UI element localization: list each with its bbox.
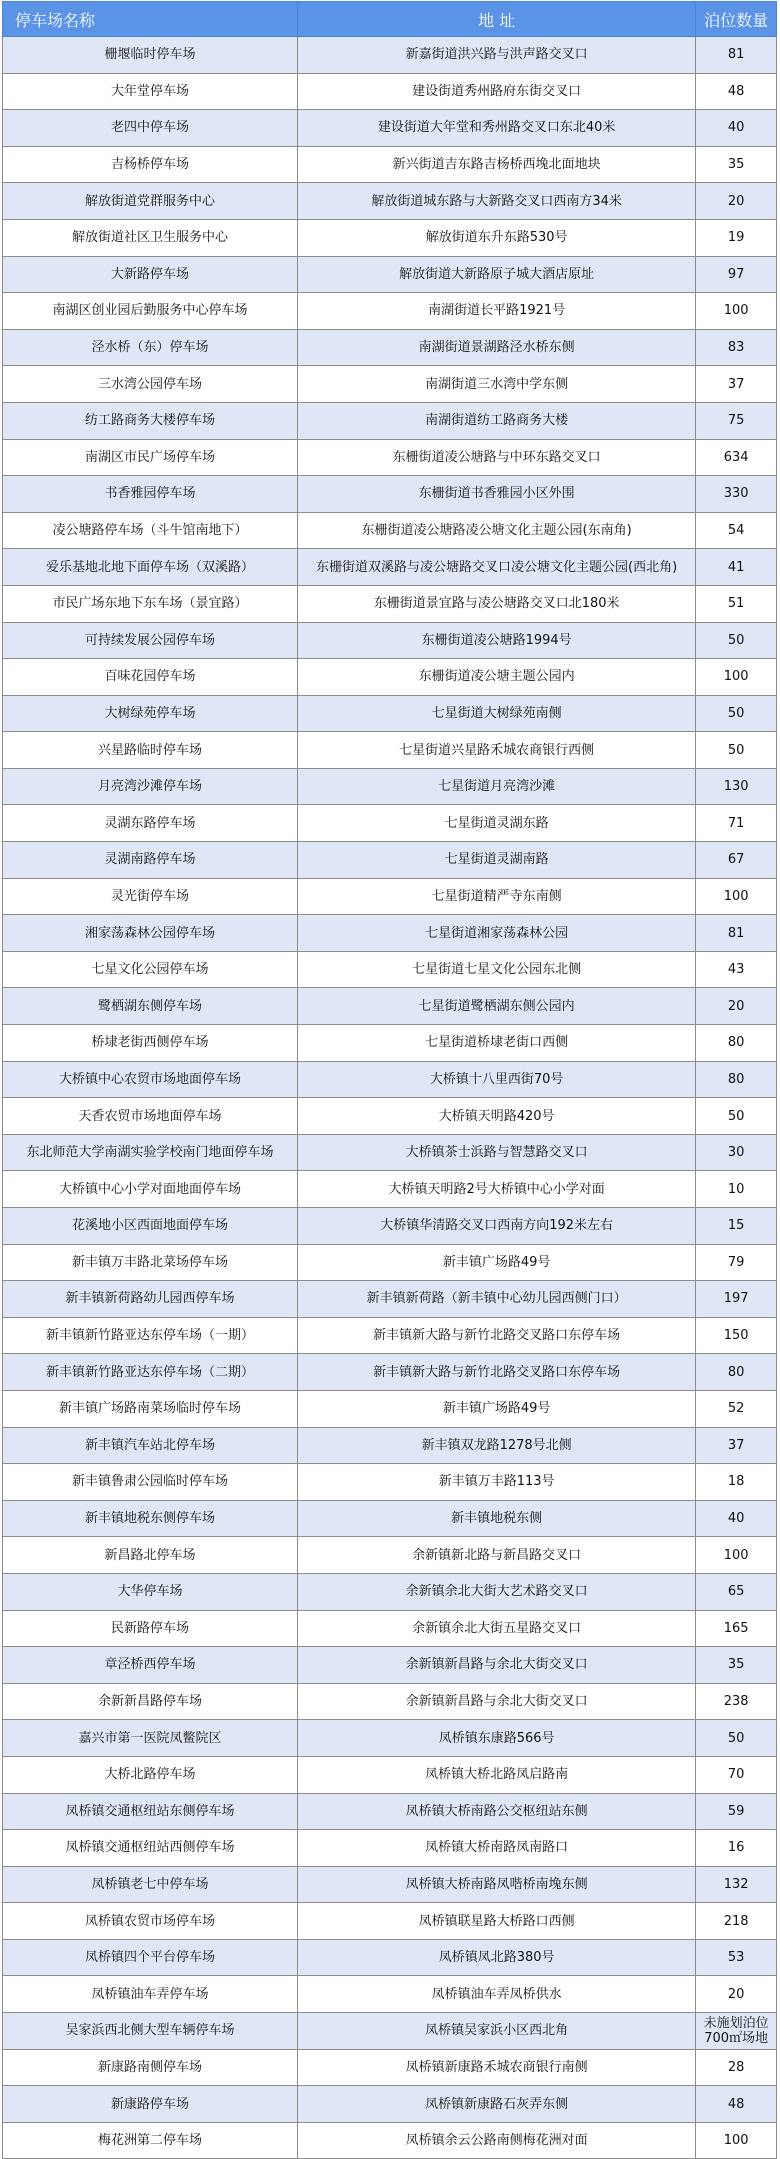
- cell-spaces: 50: [696, 1098, 777, 1135]
- cell-address: 凤桥镇新康路石灰弄东侧: [297, 2086, 695, 2123]
- table-row: [3, 1903, 777, 1940]
- cell-lot-name: 湘家荡森林公园停车场: [3, 915, 298, 952]
- cell-lot-name: 书香雅园停车场: [3, 476, 298, 513]
- cell-lot-name: 凤桥镇老七中停车场: [3, 1866, 298, 1903]
- table-row: [3, 1976, 777, 2013]
- cell-address: 新丰镇新大路与新竹北路交叉路口东停车场: [297, 1354, 695, 1391]
- cell-address: 余新镇余北大街大艺术路交叉口: [297, 1573, 695, 1610]
- cell-spaces: 48: [696, 73, 777, 110]
- table-row: [3, 2049, 777, 2086]
- cell-lot-name: 新康路南侧停车场: [3, 2049, 298, 2086]
- table-row: [3, 549, 777, 586]
- cell-lot-name: 大华停车场: [3, 1573, 298, 1610]
- cell-lot-name: 吉杨桥停车场: [3, 146, 298, 183]
- cell-lot-name: 南湖区市民广场停车场: [3, 439, 298, 476]
- table-row: [3, 1098, 777, 1135]
- cell-address: 东栅街道凌公塘路与中环东路交叉口: [297, 439, 695, 476]
- cell-lot-name: 梅花洲第二停车场: [3, 2122, 298, 2159]
- cell-lot-name: 南湖区创业园后勤服务中心停车场: [3, 293, 298, 330]
- cell-address: 大桥镇天明路2号大桥镇中心小学对面: [297, 1171, 695, 1208]
- cell-spaces: 70: [696, 1756, 777, 1793]
- cell-lot-name: 栅堰临时停车场: [3, 37, 298, 74]
- cell-spaces: 197: [696, 1281, 777, 1318]
- table-row: [3, 183, 777, 220]
- cell-lot-name: 新丰镇广场路南菜场临时停车场: [3, 1390, 298, 1427]
- cell-address: 东栅街道景宜路与凌公塘路交叉口北180米: [297, 585, 695, 622]
- cell-spaces: 75: [696, 402, 777, 439]
- cell-spaces: 15: [696, 1208, 777, 1245]
- cell-spaces: 35: [696, 1647, 777, 1684]
- cell-spaces: 100: [696, 1537, 777, 1574]
- table-row: [3, 805, 777, 842]
- cell-lot-name: 民新路停车场: [3, 1610, 298, 1647]
- cell-spaces: 41: [696, 549, 777, 586]
- cell-spaces: 50: [696, 695, 777, 732]
- cell-spaces: 81: [696, 37, 777, 74]
- table-row: [3, 1061, 777, 1098]
- cell-spaces: 48: [696, 2086, 777, 2123]
- cell-address: 凤桥镇大桥南路公交枢纽站东侧: [297, 1793, 695, 1830]
- cell-lot-name: 新丰镇新荷路幼儿园西停车场: [3, 1281, 298, 1318]
- table-row: [3, 1281, 777, 1318]
- cell-lot-name: 新丰镇地税东侧停车场: [3, 1500, 298, 1537]
- table-row: [3, 695, 777, 732]
- cell-address: 七星街道灵湖东路: [297, 805, 695, 842]
- cell-address: 大桥镇茶士浜路与智慧路交叉口: [297, 1134, 695, 1171]
- table-header-row: [3, 2, 777, 37]
- table-row: [3, 1537, 777, 1574]
- table-row: [3, 402, 777, 439]
- table-row: [3, 1500, 777, 1537]
- cell-lot-name: 新昌路北停车场: [3, 1537, 298, 1574]
- cell-address: 凤桥镇联星路大桥路口西侧: [297, 1903, 695, 1940]
- table-row: [3, 585, 777, 622]
- cell-spaces: 100: [696, 878, 777, 915]
- cell-spaces: 37: [696, 1427, 777, 1464]
- cell-lot-name: 灵湖南路停车场: [3, 842, 298, 879]
- cell-address: 七星街道精严寺东南侧: [297, 878, 695, 915]
- cell-lot-name: 灵光街停车场: [3, 878, 298, 915]
- table-row: [3, 1390, 777, 1427]
- cell-spaces: 65: [696, 1573, 777, 1610]
- cell-address: 东栅街道书香雅园小区外围: [297, 476, 695, 513]
- cell-spaces: 132: [696, 1866, 777, 1903]
- parking-lot-table: [2, 1, 777, 2159]
- table-row: [3, 1647, 777, 1684]
- cell-spaces: 40: [696, 110, 777, 147]
- table-row: [3, 768, 777, 805]
- cell-lot-name: 嘉兴市第一医院凤鳖院区: [3, 1720, 298, 1757]
- cell-spaces: 80: [696, 1061, 777, 1098]
- cell-lot-name: 新丰镇鲁肃公园临时停车场: [3, 1464, 298, 1501]
- table-row: [3, 2013, 777, 2050]
- cell-address: 凤桥镇吴家浜小区西北角: [297, 2013, 695, 2050]
- cell-address: 新丰镇广场路49号: [297, 1244, 695, 1281]
- cell-lot-name: 新丰镇新竹路亚达东停车场（一期）: [3, 1317, 298, 1354]
- cell-address: 凤桥镇余云公路南侧梅花洲对面: [297, 2122, 695, 2159]
- cell-lot-name: 大桥北路停车场: [3, 1756, 298, 1793]
- cell-address: 新兴街道吉东路吉杨桥西堍北面地块: [297, 146, 695, 183]
- cell-address: 七星街道鹭栖湖东侧公园内: [297, 988, 695, 1025]
- table-row: [3, 1025, 777, 1062]
- cell-address: 大桥镇十八里西街70号: [297, 1061, 695, 1098]
- cell-address: 新丰镇新大路与新竹北路交叉路口东停车场: [297, 1317, 695, 1354]
- cell-lot-name: 新康路停车场: [3, 2086, 298, 2123]
- cell-lot-name: 凌公塘路停车场（斗牛馆南地下）: [3, 512, 298, 549]
- cell-spaces: 43: [696, 951, 777, 988]
- cell-address: 南湖街道三水湾中学东侧: [297, 366, 695, 403]
- cell-address: 建设街道大年堂和秀州路交叉口东北40米: [297, 110, 695, 147]
- cell-address: 东栅街道凌公塘主题公园内: [297, 659, 695, 696]
- cell-spaces: 80: [696, 1025, 777, 1062]
- cell-spaces: 18: [696, 1464, 777, 1501]
- table-row: [3, 1464, 777, 1501]
- cell-address: 东栅街道凌公塘路1994号: [297, 622, 695, 659]
- cell-spaces: 67: [696, 842, 777, 879]
- table-row: [3, 1866, 777, 1903]
- cell-lot-name: 新丰镇万丰路北菜场停车场: [3, 1244, 298, 1281]
- cell-address: 凤桥镇凤北路380号: [297, 1939, 695, 1976]
- cell-lot-name: 天香农贸市场地面停车场: [3, 1098, 298, 1135]
- cell-lot-name: 新丰镇新竹路亚达东停车场（二期）: [3, 1354, 298, 1391]
- cell-spaces: 50: [696, 1720, 777, 1757]
- cell-spaces: 50: [696, 732, 777, 769]
- cell-spaces: 150: [696, 1317, 777, 1354]
- cell-address: 余新镇新昌路与余北大街交叉口: [297, 1647, 695, 1684]
- cell-spaces: 100: [696, 2122, 777, 2159]
- table-row: [3, 732, 777, 769]
- table-row: [3, 842, 777, 879]
- cell-spaces: 59: [696, 1793, 777, 1830]
- table-row: [3, 1171, 777, 1208]
- cell-address: 余新镇余北大街五星路交叉口: [297, 1610, 695, 1647]
- cell-lot-name: 老四中停车场: [3, 110, 298, 147]
- cell-lot-name: 新丰镇汽车站北停车场: [3, 1427, 298, 1464]
- table-row: [3, 951, 777, 988]
- cell-address: 大桥镇华清路交叉口西南方向192米左右: [297, 1208, 695, 1245]
- table-row: [3, 1720, 777, 1757]
- cell-address: 凤桥镇大桥北路凤启路南: [297, 1756, 695, 1793]
- table-row: [3, 1830, 777, 1867]
- cell-spaces: 37: [696, 366, 777, 403]
- cell-spaces: 20: [696, 1976, 777, 2013]
- table-row: [3, 1573, 777, 1610]
- cell-spaces: 20: [696, 183, 777, 220]
- cell-spaces: 28: [696, 2049, 777, 2086]
- cell-lot-name: 大年堂停车场: [3, 73, 298, 110]
- cell-lot-name: 东北师范大学南湖实验学校南门地面停车场: [3, 1134, 298, 1171]
- cell-lot-name: 七星文化公园停车场: [3, 951, 298, 988]
- cell-address: 解放街道大新路原子城大酒店原址: [297, 256, 695, 293]
- cell-address: 大桥镇天明路420号: [297, 1098, 695, 1135]
- table-row: [3, 988, 777, 1025]
- cell-lot-name: 三水湾公园停车场: [3, 366, 298, 403]
- cell-lot-name: 桥埭老街西侧停车场: [3, 1025, 298, 1062]
- cell-spaces: 30: [696, 1134, 777, 1171]
- cell-lot-name: 泾水桥（东）停车场: [3, 329, 298, 366]
- table-row: [3, 37, 777, 74]
- table-row: [3, 1317, 777, 1354]
- cell-address: 七星街道月亮湾沙滩: [297, 768, 695, 805]
- cell-address: 新丰镇新荷路（新丰镇中心幼儿园西侧门口）: [297, 1281, 695, 1318]
- cell-spaces: 165: [696, 1610, 777, 1647]
- cell-address: 新丰镇地税东侧: [297, 1500, 695, 1537]
- table-row: [3, 1244, 777, 1281]
- cell-spaces: 53: [696, 1939, 777, 1976]
- cell-spaces: 330: [696, 476, 777, 513]
- cell-lot-name: 灵湖东路停车场: [3, 805, 298, 842]
- cell-address: 新丰镇双龙路1278号北侧: [297, 1427, 695, 1464]
- table-row: [3, 146, 777, 183]
- cell-address: 东栅街道双溪路与凌公塘路交叉口凌公塘文化主题公园(西北角): [297, 549, 695, 586]
- cell-spaces: 19: [696, 219, 777, 256]
- cell-spaces: 未施划泊位 700㎡场地: [696, 2013, 777, 2050]
- cell-address: 七星街道七星文化公园东北侧: [297, 951, 695, 988]
- table-row: [3, 512, 777, 549]
- table-row: [3, 1134, 777, 1171]
- cell-address: 南湖街道长平路1921号: [297, 293, 695, 330]
- cell-lot-name: 凤桥镇交通枢纽站东侧停车场: [3, 1793, 298, 1830]
- cell-spaces: 50: [696, 622, 777, 659]
- cell-address: 七星街道灵湖南路: [297, 842, 695, 879]
- cell-spaces: 20: [696, 988, 777, 1025]
- cell-lot-name: 解放街道党群服务中心: [3, 183, 298, 220]
- cell-spaces: 100: [696, 659, 777, 696]
- cell-spaces: 80: [696, 1354, 777, 1391]
- cell-spaces: 81: [696, 915, 777, 952]
- cell-lot-name: 凤桥镇四个平台停车场: [3, 1939, 298, 1976]
- table-row: [3, 915, 777, 952]
- cell-address: 新丰镇万丰路113号: [297, 1464, 695, 1501]
- cell-address: 余新镇新昌路与余北大街交叉口: [297, 1683, 695, 1720]
- cell-lot-name: 大桥镇中心小学对面地面停车场: [3, 1171, 298, 1208]
- cell-spaces: 40: [696, 1500, 777, 1537]
- cell-lot-name: 爱乐基地北地下面停车场（双溪路）: [3, 549, 298, 586]
- table-row: [3, 219, 777, 256]
- cell-address: 凤桥镇东康路566号: [297, 1720, 695, 1757]
- cell-address: 凤桥镇新康路禾城农商银行南侧: [297, 2049, 695, 2086]
- cell-lot-name: 大桥镇中心农贸市场地面停车场: [3, 1061, 298, 1098]
- cell-lot-name: 鹭栖湖东侧停车场: [3, 988, 298, 1025]
- table-row: [3, 1354, 777, 1391]
- column-header-address: 地 址: [297, 2, 695, 37]
- cell-spaces: 16: [696, 1830, 777, 1867]
- cell-spaces: 634: [696, 439, 777, 476]
- cell-address: 凤桥镇大桥南路凤南路口: [297, 1830, 695, 1867]
- cell-lot-name: 月亮湾沙滩停车场: [3, 768, 298, 805]
- cell-spaces: 218: [696, 1903, 777, 1940]
- cell-spaces: 130: [696, 768, 777, 805]
- column-header-name: 停车场名称: [3, 2, 298, 37]
- cell-spaces: 238: [696, 1683, 777, 1720]
- cell-address: 七星街道兴星路禾城农商银行西侧: [297, 732, 695, 769]
- cell-address: 东栅街道凌公塘路凌公塘文化主题公园(东南角): [297, 512, 695, 549]
- table-row: [3, 2086, 777, 2123]
- cell-address: 七星街道大树绿苑南侧: [297, 695, 695, 732]
- cell-spaces: 35: [696, 146, 777, 183]
- cell-spaces: 97: [696, 256, 777, 293]
- cell-spaces: 83: [696, 329, 777, 366]
- cell-lot-name: 百味花园停车场: [3, 659, 298, 696]
- table-row: [3, 439, 777, 476]
- cell-address: 新嘉街道洪兴路与洪声路交叉口: [297, 37, 695, 74]
- column-header-spaces: 泊位数量: [696, 2, 777, 37]
- cell-address: 解放街道城东路与大新路交叉口西南方34米: [297, 183, 695, 220]
- table-row: [3, 1683, 777, 1720]
- cell-lot-name: 花溪地小区西面地面停车场: [3, 1208, 298, 1245]
- cell-address: 凤桥镇油车弄凤桥供水: [297, 1976, 695, 2013]
- cell-address: 南湖街道景湖路泾水桥东侧: [297, 329, 695, 366]
- cell-lot-name: 凤桥镇油车弄停车场: [3, 1976, 298, 2013]
- cell-address: 新丰镇广场路49号: [297, 1390, 695, 1427]
- table-row: [3, 1208, 777, 1245]
- table-row: [3, 366, 777, 403]
- cell-lot-name: 余新新昌路停车场: [3, 1683, 298, 1720]
- cell-lot-name: 市民广场东地下东车场（景宜路）: [3, 585, 298, 622]
- table-row: [3, 1793, 777, 1830]
- cell-lot-name: 凤桥镇农贸市场停车场: [3, 1903, 298, 1940]
- cell-spaces: 52: [696, 1390, 777, 1427]
- table-row: [3, 1610, 777, 1647]
- cell-spaces: 71: [696, 805, 777, 842]
- table-row: [3, 659, 777, 696]
- cell-lot-name: 纺工路商务大楼停车场: [3, 402, 298, 439]
- cell-address: 七星街道桥埭老街口西侧: [297, 1025, 695, 1062]
- table-row: [3, 293, 777, 330]
- cell-address: 凤桥镇大桥南路凤喈桥南堍东侧: [297, 1866, 695, 1903]
- table-body: [3, 37, 777, 2159]
- cell-spaces: 10: [696, 1171, 777, 1208]
- cell-spaces: 54: [696, 512, 777, 549]
- cell-lot-name: 章泾桥西停车场: [3, 1647, 298, 1684]
- cell-address: 南湖街道纺工路商务大楼: [297, 402, 695, 439]
- table-row: [3, 110, 777, 147]
- cell-lot-name: 吴家浜西北侧大型车辆停车场: [3, 2013, 298, 2050]
- cell-lot-name: 解放街道社区卫生服务中心: [3, 219, 298, 256]
- cell-lot-name: 大新路停车场: [3, 256, 298, 293]
- table-row: [3, 73, 777, 110]
- cell-lot-name: 兴星路临时停车场: [3, 732, 298, 769]
- table-row: [3, 2122, 777, 2159]
- table-row: [3, 622, 777, 659]
- cell-lot-name: 可持续发展公园停车场: [3, 622, 298, 659]
- table-row: [3, 878, 777, 915]
- cell-spaces: 79: [696, 1244, 777, 1281]
- cell-address: 建设街道秀州路府东街交叉口: [297, 73, 695, 110]
- table-row: [3, 476, 777, 513]
- table-row: [3, 1939, 777, 1976]
- table-row: [3, 1427, 777, 1464]
- cell-lot-name: 凤桥镇交通枢纽站西侧停车场: [3, 1830, 298, 1867]
- cell-spaces: 100: [696, 293, 777, 330]
- cell-address: 解放街道东升东路530号: [297, 219, 695, 256]
- cell-spaces: 51: [696, 585, 777, 622]
- cell-lot-name: 大树绿苑停车场: [3, 695, 298, 732]
- table-row: [3, 256, 777, 293]
- table-row: [3, 1756, 777, 1793]
- cell-address: 余新镇新北路与新昌路交叉口: [297, 1537, 695, 1574]
- table-row: [3, 329, 777, 366]
- cell-address: 七星街道湘家荡森林公园: [297, 915, 695, 952]
